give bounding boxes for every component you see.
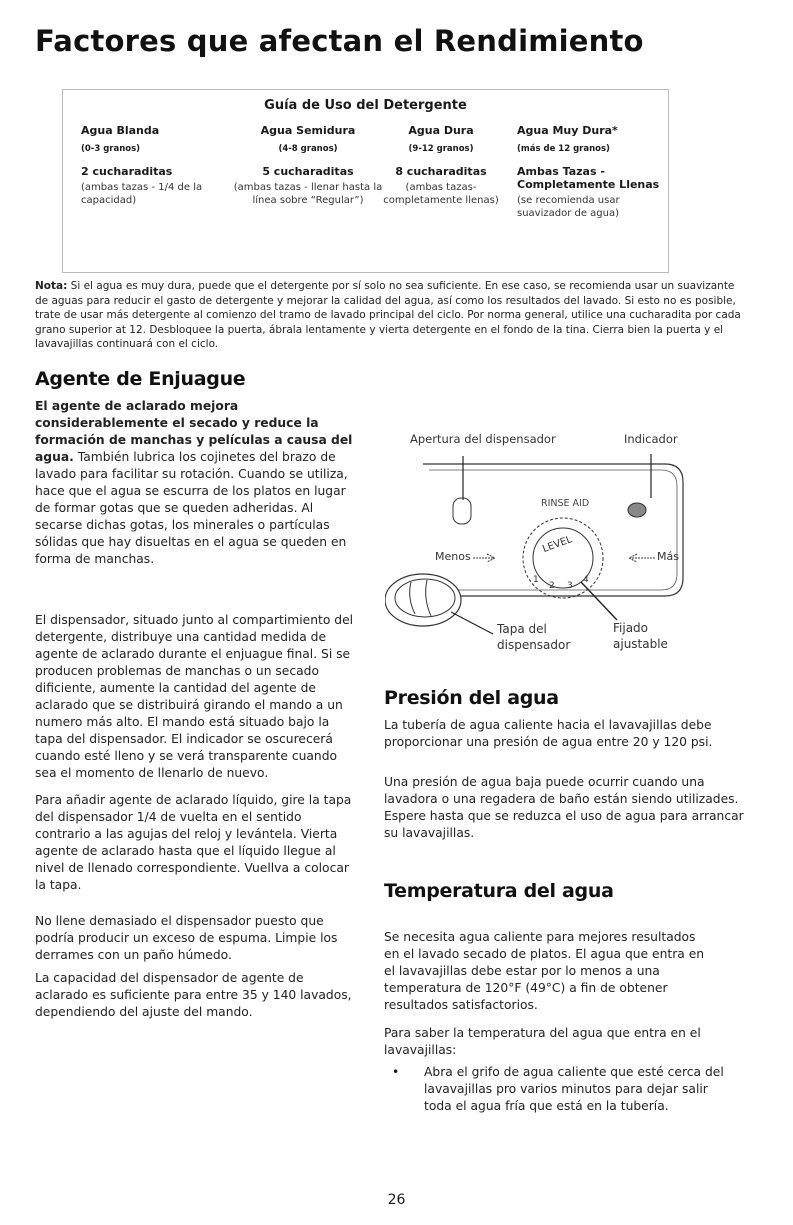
column-detail: (ambas tazas- completamente llenas) <box>383 182 499 206</box>
dial-number-1: 1 <box>533 575 539 585</box>
water-pressure-heading: Presión del agua <box>384 687 559 709</box>
opening-icon <box>453 498 471 524</box>
pressure-paragraph-2: Una presión de agua baja puede ocurrir cuando una lavadora o una regadera de baño están siendo utilizades. Espere hasta que se reduzca el uso de agua para arrancar su lavavajillas. <box>384 775 744 840</box>
rinse-paragraph-2: El dispensador, situado junto al compartimiento del detergente, distribuye una cantidad medida de agente de aclarado durante el enjuague final. Si se producen problemas de manchas o un secado dificiente, aumente la cantidad del agente de aclarado que se distribuirá girando el mando a un numero más alto. El mando está situado bajo la tapa del dispensador. El indicador se oscurecerá cuando esté lleno y se verá transparente cuando sea el momento de llenarlo de nuevo. <box>35 613 354 780</box>
rinse-agent-heading: Agente de Enjuague <box>35 368 246 390</box>
note-label: Nota: <box>35 280 68 292</box>
column-grains: (4-8 granos) <box>278 144 338 154</box>
dial-level-text: LEVEL <box>541 534 574 556</box>
pressure-paragraph-1: La tubería de agua caliente hacia el lavavajillas debe proporcionar una presión de agua entre 20 y 120 psi. <box>384 718 713 749</box>
label-dispenser-opening: Apertura del dispensador <box>410 432 556 446</box>
rinse-aid-label: RINSE AID <box>541 498 590 509</box>
column-detail: (ambas tazas - llenar hasta la línea sobre “Regular”) <box>233 182 383 206</box>
dispenser-cap <box>385 574 461 626</box>
rinse-paragraph-1 <box>35 398 360 568</box>
rinse-paragraph-3: Para añadir agente de aclarado líquido, gire la tapa del dispensador 1/4 de vuelta en el sentido contrario a las agujas del reloj y levántela. Vierta agente de aclarado hasta que el líquido llegue al nivel de llenado correspondiente. Vuellva a colocar la tapa. <box>35 793 352 892</box>
guide-column-very-hard <box>517 124 663 220</box>
page-title: Factores que afectan el Rendimiento <box>35 24 644 58</box>
guide-column-soft <box>81 124 211 207</box>
note-paragraph <box>35 279 747 352</box>
cap-leader-line <box>451 612 493 634</box>
label-dispenser-cap: Tapa del dispensador <box>497 622 571 652</box>
column-amount: Ambas Tazas - Completamente Llenas <box>517 165 660 191</box>
column-heading: Agua Dura <box>408 124 474 137</box>
column-amount: 2 cucharaditas <box>81 165 173 178</box>
label-adjustable: Fijado ajustable <box>613 621 668 651</box>
guide-column-medium <box>233 124 383 207</box>
note-text: Si el agua es muy dura, puede que el detergente por sí solo no sea suficiente. En ese caso, se recomienda usar un suavizante de aguas para reducir el gasto de detergente y mejorar la calidad del agua, así como los resultados del lavado. Si esto no es posible, trate de usar más detergente al comienzo del tramo de lavado principal del ciclo. Por norma general, utilice una cucharadita por cada grano superior at 12. Desbloquee la puerta, ábrala lentamente y vierta detergente en el fondo de la tina. Cierra bien la puerta y el lavavajillas continuará con el ciclo. <box>35 280 741 350</box>
water-temperature-heading: Temperatura del agua <box>384 880 614 902</box>
column-grains: (9-12 granos) <box>408 144 474 154</box>
temperature-paragraph-2: Para saber la temperatura del agua que entra en el lavavajillas: <box>384 1026 701 1057</box>
temperature-paragraph-1: Se necesita agua caliente para mejores resultados en el lavado secado de platos. El agua que entra en el lavavajillas debe estar por lo menos a una temperatura de 120°F (49°C) a fin de obtener resultados satisfactorios. <box>384 930 705 1012</box>
page-number: 26 <box>387 1192 406 1208</box>
dial-number-2: 2 <box>549 581 555 591</box>
detergent-guide-box <box>62 89 669 273</box>
temperature-bullet-text: Abra el grifo de agua caliente que esté cerca del lavavajillas pro varios minutos para dejar salir toda el agua fría que está en la tubería. <box>424 1065 724 1113</box>
dial-number-4: 4 <box>583 575 589 585</box>
indicator-lens <box>628 503 646 517</box>
column-amount: 8 cucharaditas <box>395 165 487 178</box>
guide-title: Guía de Uso del Detergente <box>264 98 467 113</box>
more-label: Más <box>657 550 679 563</box>
dial-outer <box>523 518 603 598</box>
rinse-lead: El agente de aclarado mejora considerablemente el secado y reduce la formación de manchas y películas a causa del agua. <box>35 399 353 464</box>
rinse-paragraph-1-rest: También lubrica los cojinetes del brazo de lavado para facilitar su rotación. Cuando se utiliza, hace que el agua se escurra de los platos en lugar de formar gotas que se queden adheridas. Al secarse dichas gotas, los minerales o partículas sólidas que hay disueltas en el agua se queden en forma de manchas. <box>35 450 348 566</box>
column-heading: Agua Blanda <box>81 124 160 137</box>
dial-number-3: 3 <box>567 581 573 591</box>
column-heading: Agua Muy Dura* <box>517 124 618 137</box>
less-arrow <box>473 554 495 562</box>
column-heading: Agua Semidura <box>260 124 356 137</box>
rinse-paragraph-4: No llene demasiado el dispensador puesto que podría producir un exceso de espuma. Limpie los derrames con un paño húmedo. <box>35 914 338 962</box>
column-grains: (0-3 granos) <box>81 144 141 154</box>
less-label: Menos <box>435 550 471 563</box>
rinse-paragraph-5: La capacidad del dispensador de agente de aclarado es suficiente para entre 35 y 140 lavados, dependiendo del ajuste del mando. <box>35 971 352 1019</box>
more-arrow <box>629 554 655 562</box>
bullet-mark: • <box>392 1065 400 1079</box>
guide-column-hard <box>381 124 501 207</box>
column-detail: (se recomienda usar suavizador de agua) <box>517 195 620 219</box>
label-indicator: Indicador <box>624 432 678 446</box>
column-amount: 5 cucharaditas <box>262 165 354 178</box>
column-grains: (más de 12 granos) <box>517 144 610 154</box>
adjustable-leader-line <box>581 582 617 620</box>
column-detail: (ambas tazas - 1/4 de la capacidad) <box>81 182 203 206</box>
